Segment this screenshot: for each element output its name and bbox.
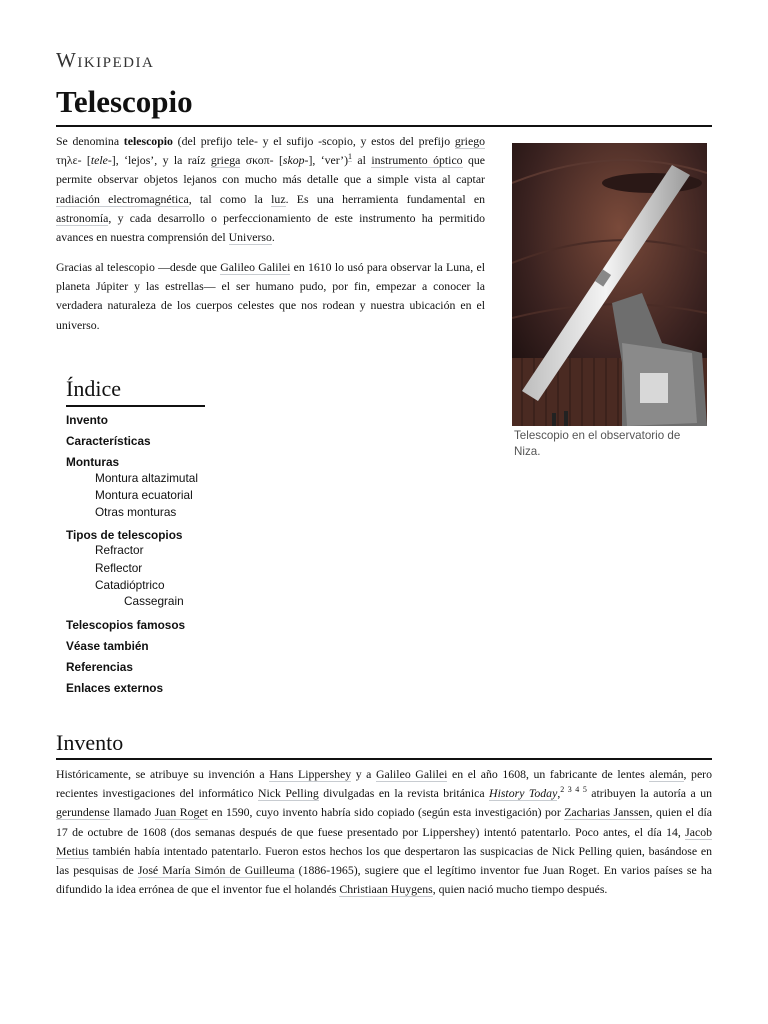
toc-title: Índice (66, 376, 121, 401)
text: al (352, 153, 372, 168)
toc-item-refractor[interactable]: Refractor (95, 543, 144, 557)
link-gerundense[interactable]: gerundense (56, 805, 110, 820)
text: , y cada desarrollo o perfeccionamiento de este instrumento ha permitido avances en nuestra comprensión del (56, 210, 485, 245)
text: -], ‘lejos’, y la raíz (107, 153, 211, 168)
text: . Es una herramienta fundamental en (285, 191, 486, 206)
text: en el año 1608, un fabricante de lentes (447, 767, 650, 781)
text: . (271, 230, 275, 245)
link-hans-lippershey[interactable]: Hans Lippershey (269, 767, 352, 781)
toc-item-referencias[interactable]: Referencias (66, 660, 133, 674)
references-2-5[interactable]: 2 3 4 5 (560, 785, 587, 795)
text: llamado (109, 805, 155, 820)
link-instrumento-optico[interactable]: instrumento óptico (371, 153, 463, 168)
toc-item-tipos-de-telescopios[interactable]: Tipos de telescopios (66, 528, 183, 542)
intro-paragraph-2 (56, 258, 485, 335)
text: τηλε- [ (56, 153, 91, 168)
text: y a (351, 767, 376, 781)
title-divider (56, 125, 712, 127)
italic-tele: tele (90, 153, 108, 168)
text: , tal como la (188, 191, 272, 206)
link-universo[interactable]: Universo (228, 230, 272, 245)
text: Históricamente, se atribuye su invención a (56, 767, 270, 781)
text: atribuyen la autoría a un (586, 786, 712, 801)
toc-item-telescopios-famosos[interactable]: Telescopios famosos (66, 618, 186, 632)
toc-item-invento[interactable]: Invento (66, 413, 108, 427)
link-zacharias-janssen[interactable]: Zacharias Janssen (564, 805, 650, 820)
toc-item-caracteristicas[interactable]: Características (66, 434, 151, 448)
text: en 1590, cuyo invento habría sido copiado (según esta investigación) por (207, 805, 565, 820)
link-aleman[interactable]: alemán (649, 767, 684, 781)
link-luz[interactable]: luz (271, 191, 286, 206)
toc-item-enlaces-externos[interactable]: Enlaces externos (66, 681, 164, 695)
toc-item-otras-monturas[interactable]: Otras monturas (95, 505, 177, 519)
toc-item-montura-ecuatorial[interactable]: Montura ecuatorial (95, 488, 193, 502)
toc-item-catadioptrico[interactable]: Catadióptrico (95, 578, 165, 592)
section-heading-invento: Invento (56, 730, 124, 755)
link-nick-pelling[interactable]: Nick Pelling (257, 786, 319, 801)
toc-divider (66, 405, 205, 407)
intro-paragraph-1 (56, 132, 485, 247)
link-jose-maria-simon[interactable]: José María Simón de Guilleuma (137, 863, 295, 878)
link-griega[interactable]: griega (210, 153, 241, 168)
text: (1886-1965), sugiere que el legítimo inventor fue Juan Roget. En varios países se ha difundido la idea errónea de que el inventor fue el holandés (56, 863, 712, 897)
toc-item-montura-altazimutal[interactable]: Montura altazimutal (95, 471, 198, 485)
text: Se denomina (56, 134, 124, 148)
link-galileo[interactable]: Galileo Galilei (220, 260, 291, 274)
text: en 1610 lo usó para observar la Luna, el planeta Júpiter y las estrellas— el ser humano pudo, por fin, empezar a conocer la verdadera naturaleza de los cuerpos celestes que nos rodean y nuestra ubicación en el universo. (56, 260, 485, 332)
toc-item-cassegrain[interactable]: Cassegrain (124, 594, 184, 608)
toc-item-reflector[interactable]: Reflector (95, 561, 143, 575)
text: , quien nació mucho tiempo después. (432, 882, 608, 897)
telescope-illustration (512, 143, 707, 426)
link-history-today[interactable]: History Today (489, 786, 558, 801)
link-jacob-metius[interactable]: Jacob Metius (56, 824, 712, 858)
bold-term: telescopio (123, 134, 173, 148)
link-astronomia[interactable]: astronomía (56, 210, 109, 225)
text: (del prefijo tele- y el sufijo -scopio, y estos del prefijo (172, 134, 455, 148)
page-title: Telescopio (56, 84, 193, 119)
toc-item-monturas[interactable]: Monturas (66, 455, 120, 469)
wikipedia-logo[interactable]: Wikipedia (56, 48, 155, 72)
telescope-photo[interactable] (512, 143, 707, 426)
figure-caption: Telescopio en el observatorio de Niza. (514, 429, 681, 458)
text: que permite observar objetos lejanos con mucho más detalle que a simple vista al captar (56, 153, 486, 187)
link-juan-roget[interactable]: Juan Roget (154, 805, 208, 820)
text: divulgadas en la revista británica (318, 786, 490, 801)
link-radiacion[interactable]: radiación electromagnética (56, 191, 189, 206)
text: , quien el día 17 de octubre de 1608 (dos semanas después de que fuese presentado por Lippershey) intentó patentarlo. Poco antes, el día 14, (56, 805, 712, 839)
toc-item-vease-tambien[interactable]: Véase también (66, 639, 149, 653)
link-galileo-galilei[interactable]: Galileo Galilei (376, 767, 448, 781)
text: -], ‘ver’) (304, 153, 349, 168)
section-divider (56, 758, 712, 760)
text: σκοπ- [ (240, 153, 283, 168)
text: , pero recientes investigaciones del informático (56, 767, 713, 801)
link-christiaan-huygens[interactable]: Christiaan Huygens (339, 882, 433, 897)
text: también había intentado patentarlo. Fueron estos hechos los que despertaron las suspicacias de Nick Pelling quien, basándose en las pesquisas de (56, 843, 712, 878)
reference-1[interactable]: 1 (348, 152, 353, 162)
link-griego[interactable]: griego (454, 134, 485, 148)
italic-skop: skop (282, 153, 305, 168)
text: Gracias al telescopio —desde que (56, 260, 221, 274)
invento-paragraph (56, 765, 712, 899)
text: , (557, 786, 561, 801)
